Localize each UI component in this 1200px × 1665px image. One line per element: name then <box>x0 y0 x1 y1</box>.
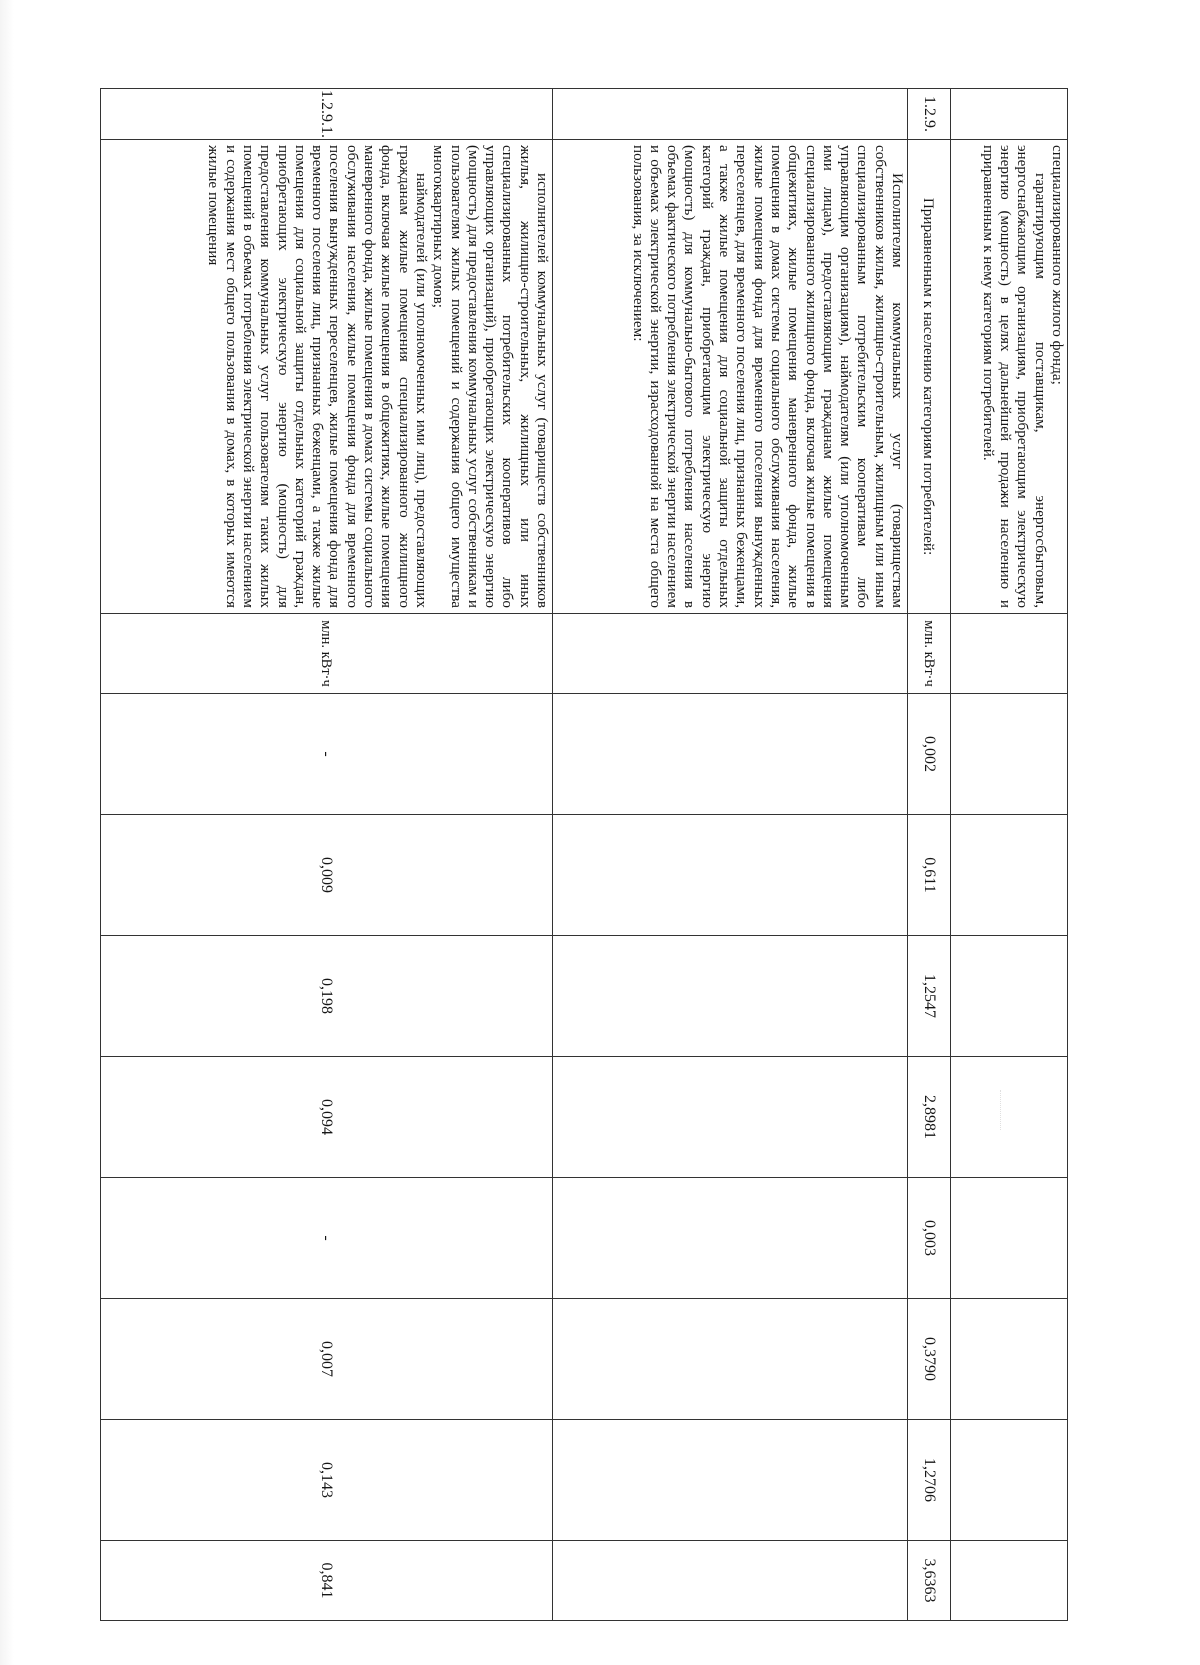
scan-smudge <box>1000 1090 1009 1130</box>
value-cell <box>553 694 908 815</box>
value-cell: 0,611 <box>908 815 951 936</box>
value-cell: 1,2706 <box>908 1420 951 1541</box>
value-cell: - <box>101 694 553 815</box>
value-cell: 2,8981 <box>908 1057 951 1178</box>
value-cell <box>951 1178 1068 1299</box>
desc-line: Приравненным к населению категориям потребителей: <box>920 197 938 556</box>
table-row <box>553 89 908 1621</box>
desc-line: специализированного жилого фонда; <box>1049 145 1066 385</box>
table-row <box>101 89 553 1621</box>
value-cell <box>553 936 908 1057</box>
value-cell <box>553 1541 908 1621</box>
unit-cell <box>553 614 908 694</box>
row-number: 1.2.9.1. <box>101 89 553 140</box>
value-cell <box>553 1057 908 1178</box>
value-cell <box>951 1541 1068 1621</box>
row-description <box>951 140 1068 614</box>
row-number: 1.2.9. <box>908 89 951 140</box>
value-cell: 0,841 <box>101 1541 553 1621</box>
value-cell <box>951 815 1068 936</box>
row-number <box>951 89 1068 140</box>
value-cell <box>553 1299 908 1420</box>
value-cell: 0,003 <box>908 1178 951 1299</box>
row-description <box>101 140 553 614</box>
value-cell <box>951 936 1068 1057</box>
value-cell: 0,198 <box>101 936 553 1057</box>
desc-line: гарантирующим поставщикам, энергосбытовым, энергоснабжающим организациям, приобретающим электрическую энергию (мощность) в целях дальнейшей продажи населению и приравненным к нему категориям потребителей. <box>979 145 1049 608</box>
table-row <box>951 89 1068 1621</box>
value-cell <box>951 1057 1068 1178</box>
value-cell <box>553 815 908 936</box>
row-number <box>553 89 908 140</box>
desc-line: Исполнителям коммунальных услуг (товариществам собственников жилья, жилищно-строительным, жилищным или иным специализированным потребительским кооперативам либо управляющим организациям), наймодателям (или уполномоченным ими лицам), предоставляющим гражданам жилые помещения специализированного жилищного фонда, включая жилые помещения в общежитиях, жилые помещения маневренного фонда, жилые помещения в домах системы социального обслуживания населения, жилые помещения фонда для временного поселения вынужденных переселенцев, для временного поселения лиц, признанных беженцами, а также жилые помещения для социальной защиты отдельных категорий граждан, приобретающим электрическую энергию (мощность) для коммунально-бытового потребления населения в объемах фактического потребления электрической энергии населением и объемах электрической энергии, израсходованной на места общего пользования, за исключением: <box>629 145 906 608</box>
value-cell: 1,2547 <box>908 936 951 1057</box>
scan-left-edge <box>0 0 14 1665</box>
desc-line: исполнителей коммунальных услуг (товариществ собственников жилья, жилищно-строительных, жилищных или иных специализированных потребительских кооперативов либо управляющих организаций), приобретающих электрическую энергию (мощность) для предоставления коммунальных услуг собственникам и пользователям жилых помещений и содержания общего имущества многоквартирных домов; <box>430 145 551 608</box>
unit-cell: млн. кВт·ч <box>908 614 951 694</box>
desc-line: наймодателей (или уполномоченных ими лиц), предоставляющих гражданам жилые помещения специализированного жилищного фонда, включая жилые помещения в общежитиях, жилые помещения маневренного фонда, жилые помещения в домах системы социального обслуживания населения, жилые помещения фонда для временного поселения вынужденных переселенцев, жилые помещения фонда для временного поселения лиц, признанных беженцами, а также жилые помещения для социальной защиты отдельных категорий граждан, приобретающих электрическую энергию (мощность) для предоставления коммунальных услуг пользователям таких жилых помещений в объемах потребления электрической энергии населением и содержания мест общего пользования в домах, в которых имеются жилые помещения <box>205 145 430 608</box>
row-description <box>908 140 951 614</box>
tariff-table <box>100 88 1068 1621</box>
value-cell <box>951 1299 1068 1420</box>
value-cell <box>951 694 1068 815</box>
value-cell: 3,6363 <box>908 1541 951 1621</box>
value-cell: 0,094 <box>101 1057 553 1178</box>
value-cell: 0,3790 <box>908 1299 951 1420</box>
value-cell: 0,143 <box>101 1420 553 1541</box>
unit-cell <box>951 614 1068 694</box>
value-cell <box>553 1420 908 1541</box>
value-cell: 0,002 <box>908 694 951 815</box>
row-description <box>553 140 908 614</box>
rotated-page <box>101 88 1068 1620</box>
value-cell: 0,007 <box>101 1299 553 1420</box>
table-row <box>908 89 951 1621</box>
value-cell: 0,009 <box>101 815 553 936</box>
value-cell <box>951 1420 1068 1541</box>
unit-cell: млн. кВт·ч <box>101 614 553 694</box>
value-cell: - <box>101 1178 553 1299</box>
value-cell <box>553 1178 908 1299</box>
